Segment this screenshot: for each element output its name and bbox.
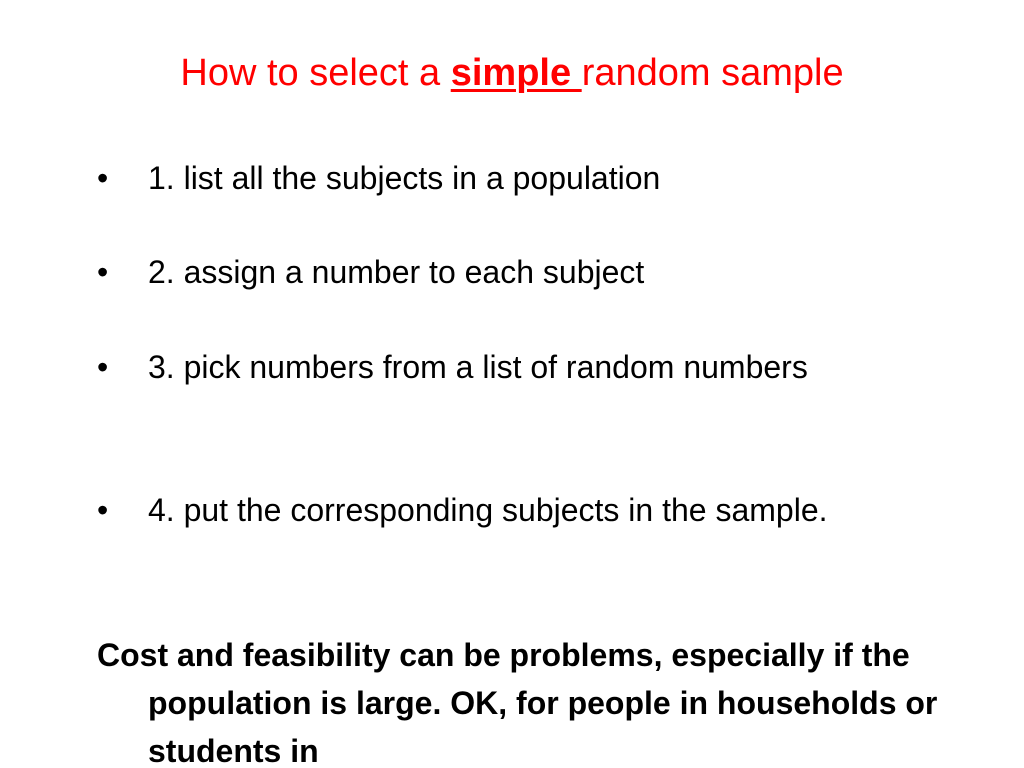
- title-emphasis: simple: [450, 52, 582, 94]
- slide-title: [0, 48, 1024, 98]
- cost-feasibility-note: Cost and feasibility can be problems, especially if the population is large. OK, for people in households or students in: [97, 637, 938, 768]
- bullet-marker: •: [97, 492, 109, 528]
- bullet-item-2: [97, 249, 897, 295]
- bullet-item-4: [97, 487, 897, 533]
- bullet-text: 2. assign a number to each subject: [148, 254, 645, 290]
- bullet-item-1: [97, 155, 897, 201]
- bullet-item-3: [97, 344, 897, 390]
- title-suffix: random sample: [581, 52, 844, 94]
- bullet-text: 3. pick numbers from a list of random numbers: [148, 349, 808, 385]
- bullet-marker: •: [97, 349, 109, 385]
- bullet-marker: •: [97, 160, 109, 196]
- bullet-marker: •: [97, 254, 109, 290]
- title-prefix: How to select a: [180, 52, 451, 94]
- bullet-text: 4. put the corresponding subjects in the sample.: [148, 492, 828, 528]
- bullet-text: 1. list all the subjects in a population: [148, 160, 661, 196]
